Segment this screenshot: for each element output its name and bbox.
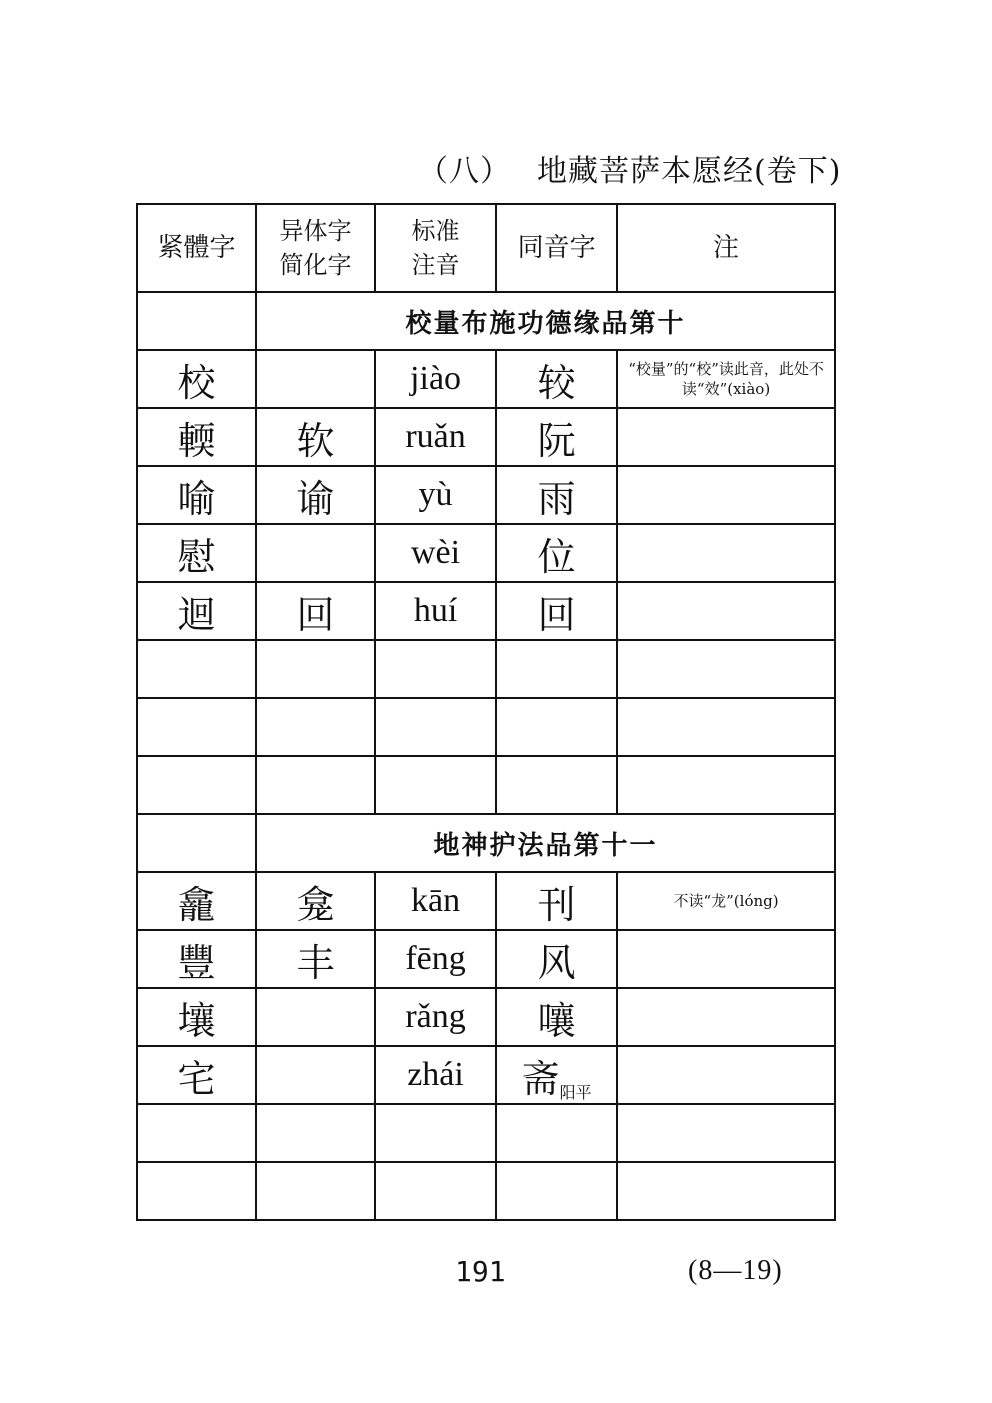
- empty-cell: [256, 756, 375, 814]
- empty-row: [137, 1162, 835, 1220]
- homophone-char: [496, 872, 617, 930]
- header-traditional: 紧體字: [137, 204, 256, 292]
- empty-cell: [375, 698, 496, 756]
- homophone-text: 较: [537, 360, 576, 405]
- header-pinyin-line1: 标准: [411, 217, 460, 245]
- empty-cell: [617, 640, 835, 698]
- empty-cell: [496, 1104, 617, 1162]
- chapter-blank-cell: [137, 292, 256, 350]
- homophone-text: 位: [537, 534, 576, 579]
- homophone-char: [496, 350, 617, 408]
- traditional-char: 龕: [137, 872, 256, 930]
- homophone-text: 风: [537, 940, 576, 985]
- note: [617, 930, 835, 988]
- traditional-char: 豐: [137, 930, 256, 988]
- note: 不读“龙”(lóng): [617, 872, 835, 930]
- note: [617, 1046, 835, 1104]
- table-row: [137, 872, 835, 930]
- note: [617, 524, 835, 582]
- simplified-char: 丰: [256, 930, 375, 988]
- header-note: 注: [617, 204, 835, 292]
- header-variant-line1: 异体字: [279, 217, 352, 245]
- simplified-char: 软: [256, 408, 375, 466]
- note: [617, 466, 835, 524]
- empty-cell: [137, 698, 256, 756]
- table-row: [137, 524, 835, 582]
- chapter-title: 地神护法品第十一: [256, 814, 835, 872]
- header-variant-line2: 简化字: [279, 251, 352, 279]
- empty-cell: [375, 1162, 496, 1220]
- page-number: 191: [455, 1255, 506, 1288]
- chapter-blank-cell: [137, 814, 256, 872]
- simplified-char: 龛: [256, 872, 375, 930]
- homophone-char: [496, 466, 617, 524]
- pinyin: ruǎn: [375, 408, 496, 466]
- simplified-char: 回: [256, 582, 375, 640]
- empty-cell: [256, 640, 375, 698]
- table-row: [137, 350, 835, 408]
- traditional-char: 壤: [137, 988, 256, 1046]
- empty-cell: [617, 1104, 835, 1162]
- homophone-text: 斋: [521, 1056, 560, 1101]
- traditional-char: 輭: [137, 408, 256, 466]
- simplified-char: [256, 988, 375, 1046]
- character-table: [136, 203, 836, 1221]
- table-row: [137, 408, 835, 466]
- pinyin: wèi: [375, 524, 496, 582]
- empty-cell: [617, 698, 835, 756]
- section-number: （八）: [418, 154, 511, 189]
- empty-row: [137, 640, 835, 698]
- homophone-text: 刊: [537, 882, 576, 927]
- pinyin: huí: [375, 582, 496, 640]
- pinyin: jiào: [375, 350, 496, 408]
- homophone-char: [496, 582, 617, 640]
- empty-cell: [496, 698, 617, 756]
- table-row: [137, 1046, 835, 1104]
- homophone-text: 阮: [537, 418, 576, 463]
- table-row: [137, 988, 835, 1046]
- pinyin: fēng: [375, 930, 496, 988]
- note: [617, 408, 835, 466]
- empty-cell: [137, 1104, 256, 1162]
- pinyin: kān: [375, 872, 496, 930]
- simplified-char: 谕: [256, 466, 375, 524]
- traditional-char: 慰: [137, 524, 256, 582]
- empty-cell: [137, 1162, 256, 1220]
- homophone-char: [496, 930, 617, 988]
- header-pinyin: [375, 204, 496, 292]
- traditional-char: 校: [137, 350, 256, 408]
- table-row: [137, 466, 835, 524]
- homophone-char: [496, 1046, 617, 1104]
- traditional-char: 迴: [137, 582, 256, 640]
- empty-cell: [256, 698, 375, 756]
- chapter-row: [137, 814, 835, 872]
- empty-row: [137, 698, 835, 756]
- header-variant-simplified: [256, 204, 375, 292]
- table-row: [137, 582, 835, 640]
- page-reference: (8—19): [688, 1255, 783, 1286]
- pinyin: yù: [375, 466, 496, 524]
- empty-row: [137, 756, 835, 814]
- pinyin: zhái: [375, 1046, 496, 1104]
- page-header: [418, 146, 848, 190]
- empty-cell: [256, 1104, 375, 1162]
- header-homophone: 同音字: [496, 204, 617, 292]
- empty-cell: [375, 1104, 496, 1162]
- empty-row: [137, 1104, 835, 1162]
- empty-cell: [375, 640, 496, 698]
- simplified-char: [256, 1046, 375, 1104]
- homophone-char: [496, 408, 617, 466]
- chapter-row: [137, 292, 835, 350]
- homophone-char: [496, 988, 617, 1046]
- chapter-title: 校量布施功德缘品第十: [256, 292, 835, 350]
- homophone-char: [496, 524, 617, 582]
- table-row: [137, 930, 835, 988]
- empty-cell: [137, 640, 256, 698]
- page-title: 地藏菩萨本愿经(卷下): [537, 154, 842, 189]
- empty-cell: [496, 1162, 617, 1220]
- note: “校量”的“校”读此音，此处不读“效”(xiào): [617, 350, 835, 408]
- empty-cell: [496, 640, 617, 698]
- note: [617, 582, 835, 640]
- pinyin: rǎng: [375, 988, 496, 1046]
- traditional-char: 宅: [137, 1046, 256, 1104]
- note: [617, 988, 835, 1046]
- empty-cell: [496, 756, 617, 814]
- homophone-text: 雨: [537, 476, 576, 521]
- empty-cell: [617, 756, 835, 814]
- simplified-char: [256, 350, 375, 408]
- empty-cell: [256, 1162, 375, 1220]
- homophone-text: 回: [537, 592, 576, 637]
- empty-cell: [375, 756, 496, 814]
- empty-cell: [137, 756, 256, 814]
- empty-cell: [617, 1162, 835, 1220]
- table-header-row: [137, 204, 835, 292]
- simplified-char: [256, 524, 375, 582]
- homophone-text: 嚷: [537, 998, 576, 1043]
- tone-note: 阳平: [559, 1082, 592, 1102]
- traditional-char: 喻: [137, 466, 256, 524]
- header-pinyin-line2: 注音: [411, 251, 460, 279]
